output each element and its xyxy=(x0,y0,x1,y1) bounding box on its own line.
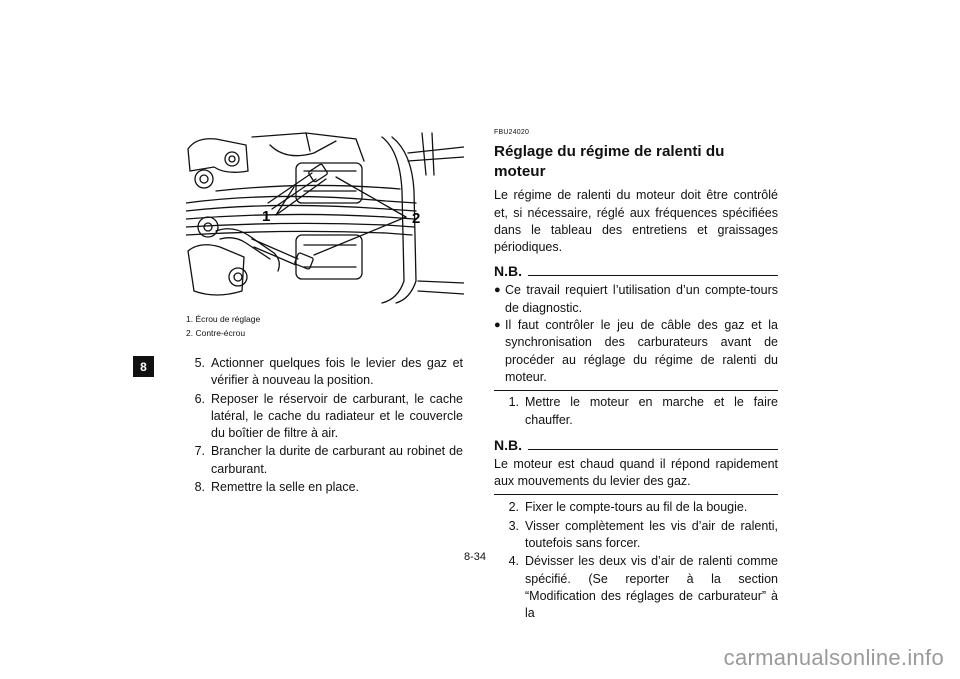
step-item xyxy=(186,479,463,496)
nb-bullet-text: Il faut contrôler le jeu de câble des gaz et la synchronisation des carburateurs avant de procéder au réglage du régime de ralenti du moteur. xyxy=(505,318,778,384)
step-number: 8. xyxy=(194,480,205,495)
section-code: FBU24020 xyxy=(494,129,530,136)
right-steps-b xyxy=(494,499,778,622)
watermark-link[interactable]: carmanualsonline.info xyxy=(723,645,944,670)
step-number: 3. xyxy=(508,518,519,533)
nb-box xyxy=(494,453,778,496)
carburetor-illustration xyxy=(186,131,464,304)
nb-bullet xyxy=(494,282,778,317)
step-text: Brancher la durite de carburant au robinet de carburant. xyxy=(211,444,463,476)
section-title: Réglage du régime de ralenti du moteur xyxy=(494,143,725,180)
step-item xyxy=(186,391,463,443)
step-number: 6. xyxy=(194,391,205,406)
nb-heading xyxy=(494,263,778,279)
step-item xyxy=(186,443,463,478)
step-item xyxy=(186,355,463,390)
nb-box xyxy=(494,279,778,391)
caption-1: 1. Écrou de réglage xyxy=(186,314,261,324)
step-text: Reposer le réservoir de carburant, le cache latéral, le cache du radiateur et le couvercle du boîtier de filtre à air. xyxy=(211,391,463,441)
nb-text: Le moteur est chaud quand il répond rapidement aux mouvements du levier des gaz. xyxy=(494,456,778,489)
nb-rule xyxy=(528,449,778,450)
step-text: Dévisser les deux vis d’air de ralenti comme spécifié. (Se reporter à la section “Modification des réglages de carburateur” à la xyxy=(525,554,778,621)
right-steps-a xyxy=(494,394,778,429)
step-number: 7. xyxy=(194,444,205,459)
nb-heading xyxy=(494,437,778,453)
left-steps xyxy=(186,355,463,497)
step-number: 1. xyxy=(508,395,519,410)
bullet-icon: ● xyxy=(494,319,501,332)
nb-label: N.B. xyxy=(494,436,522,453)
figure-captions xyxy=(186,312,260,340)
nb-bullet-text: Ce travail requiert l’utilisation d’un compte-tours de diagnostic. xyxy=(505,283,778,315)
nb-rule xyxy=(528,275,778,276)
nb-label: N.B. xyxy=(494,263,522,280)
callout-1: 1 xyxy=(262,208,271,225)
step-item xyxy=(494,553,778,622)
caption-2: 2. Contre-écrou xyxy=(186,328,246,338)
nb-bullet xyxy=(494,317,778,386)
right-column xyxy=(494,124,778,624)
step-text: Fixer le compte-tours au fil de la bougie. xyxy=(525,500,748,515)
step-text: Remettre la selle en place. xyxy=(211,480,359,495)
step-text: Visser complètement les vis d’air de ralenti, toutefois sans forcer. xyxy=(525,518,778,551)
step-number: 4. xyxy=(508,554,519,569)
step-text: Mettre le moteur en marche et le faire chauffer. xyxy=(525,395,778,427)
callout-2: 2 xyxy=(412,210,421,227)
page-number: 8-34 xyxy=(464,551,487,563)
step-item xyxy=(494,499,778,516)
step-item xyxy=(494,518,778,553)
bullet-icon: ● xyxy=(494,284,501,297)
step-item xyxy=(494,394,778,429)
step-number: 2. xyxy=(508,500,519,515)
step-number: 5. xyxy=(194,356,205,370)
step-text: Actionner quelques fois le levier des gaz et vérifier à nouveau la position. xyxy=(211,356,463,388)
chapter-tab: 8 xyxy=(133,356,154,377)
section-intro: Le régime de ralenti du moteur doit être contrôlé et, si nécessaire, réglé aux fréquences spécifiées dans le tableau des entretiens et graissages périodiques. xyxy=(494,188,778,255)
